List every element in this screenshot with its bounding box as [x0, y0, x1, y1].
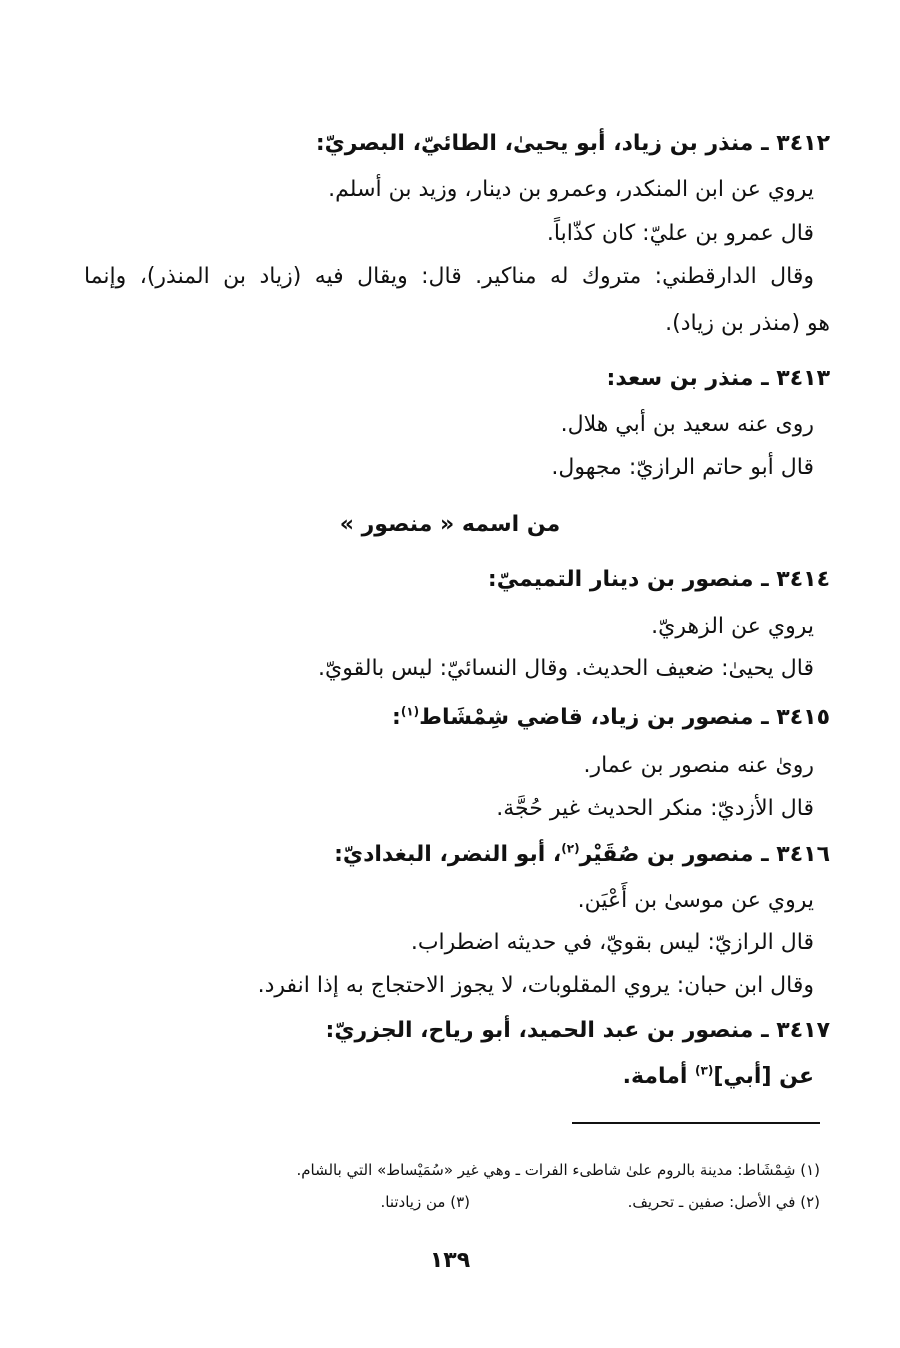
footnote-separator — [572, 1122, 820, 1124]
entry-3414-line: قال يحيىٰ: ضعيف الحديث. وقال النسائيّ: ليس بالقويّ. — [318, 656, 814, 681]
entry-3415-line: روىٰ عنه منصور بن عمار. — [583, 753, 814, 778]
entry-3416-heading — [334, 838, 830, 872]
page-number: ١٣٩ — [429, 1248, 471, 1273]
section-title: من اسمه « منصور » — [339, 512, 561, 537]
entry-3415-line: قال الأزديّ: منكر الحديث غير حُجَّة. — [496, 796, 814, 821]
entry-3412-line: قال عمرو بن عليّ: كان كذّاباً. — [546, 221, 814, 246]
footnote-1: (١) شِمْشَاط: مدينة بالروم علىٰ شاطىء الفرات ـ وهي غير «سُمَيْساط» التي بالشام. — [296, 1161, 820, 1179]
entry-3412-line: وقال الدارقطني: متروك له مناكير. قال: ويقال فيه (زياد بن المنذر)، وإنما — [84, 264, 814, 289]
footnote-marker: (٢) — [561, 841, 580, 856]
footnote-2: (٢) في الأصل: صفين ـ تحريف. — [627, 1193, 820, 1211]
entry-3416-line: وقال ابن حبان: يروي المقلوبات، لا يجوز الاحتجاج به إذا انفرد. — [257, 973, 814, 998]
entry-3417-heading: ٣٤١٧ ـ منصور بن عبد الحميد، أبو رياح، الجزريّ: — [325, 1018, 830, 1043]
entry-3412-heading: ٣٤١٢ ـ منذر بن زياد، أبو يحيىٰ، الطائيّ، البصريّ: — [315, 131, 830, 156]
entry-3414-line: يروي عن الزهريّ. — [651, 614, 814, 639]
entry-3413-heading: ٣٤١٣ ـ منذر بن سعد: — [606, 366, 830, 391]
entry-3413-line: قال أبو حاتم الرازيّ: مجهول. — [551, 455, 814, 480]
line-text: عن [أبي] — [713, 1064, 814, 1089]
heading-text: ٣٤١٥ ـ منصور بن زياد، قاضي شِمْشَاط — [419, 705, 830, 730]
heading-end: ، أبو النضر، البغداديّ: — [334, 842, 562, 867]
entry-3412-line: هو (منذر بن زياد). — [665, 311, 830, 336]
entry-3414-heading: ٣٤١٤ ـ منصور بن دينار التميميّ: — [487, 567, 830, 592]
entry-3416-line: قال الرازيّ: ليس بقويّ، في حديثه اضطراب. — [410, 930, 814, 955]
entry-3416-line: يروي عن موسىٰ بن أَعْيَن. — [577, 888, 814, 913]
entry-3415-heading — [392, 701, 830, 735]
heading-text: ٣٤١٦ ـ منصور بن صُقَيْر — [579, 842, 830, 867]
line-text: أمامة. — [622, 1064, 696, 1089]
footnote-marker: (١) — [400, 704, 420, 719]
entry-3412-line: يروي عن ابن المنكدر، وعمرو بن دينار، وزيد بن أسلم. — [328, 177, 814, 202]
heading-end: : — [392, 705, 401, 730]
footnote-marker: (٣) — [695, 1063, 714, 1078]
footnote-3: (٣) من زيادتنا. — [380, 1193, 470, 1211]
entry-3413-line: روى عنه سعيد بن أبي هلال. — [560, 412, 814, 437]
entry-3417-line — [623, 1060, 814, 1094]
